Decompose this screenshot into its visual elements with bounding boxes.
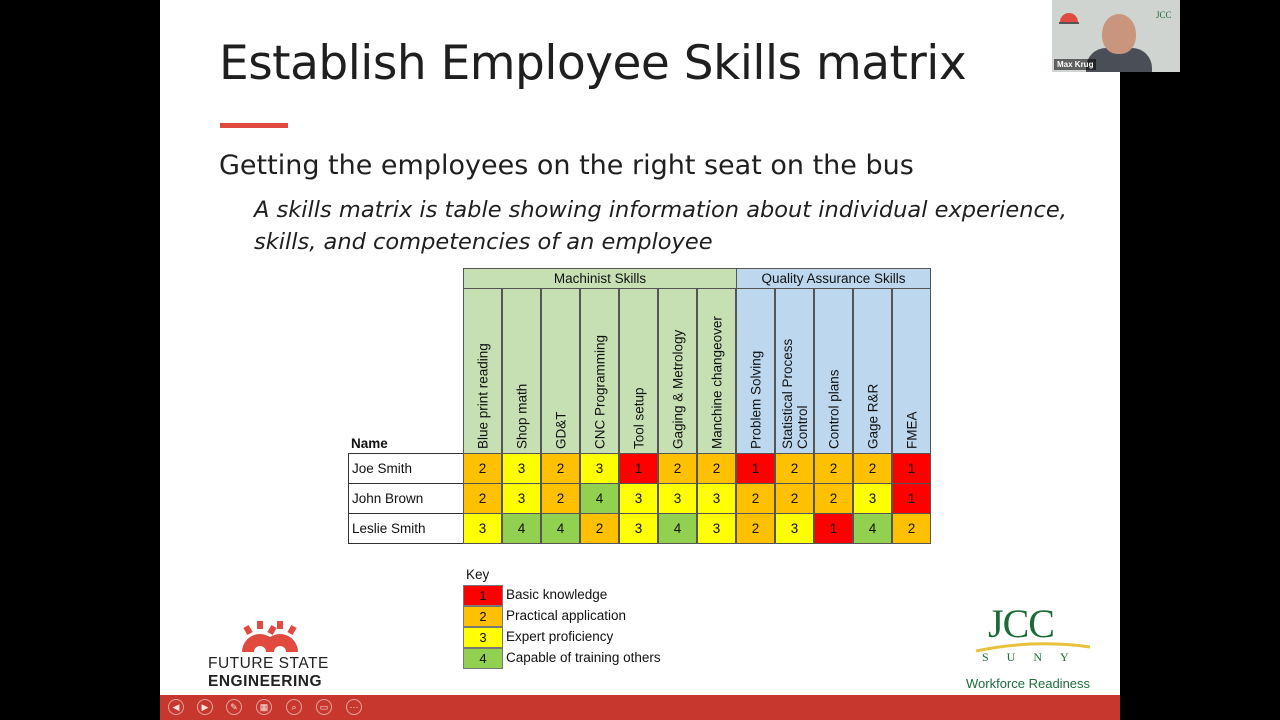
column-header-label: Blue print reading [475, 343, 490, 449]
skill-level-cell: 1 [814, 513, 853, 544]
key-label: Expert proficiency [506, 629, 614, 644]
jcc-suny-logo [960, 600, 1105, 695]
skill-level-cell: 3 [580, 453, 619, 484]
more-options-icon[interactable]: ⋯ [346, 699, 362, 715]
presentation-slide [160, 0, 1120, 720]
column-header [853, 288, 892, 454]
skill-level-cell: 2 [853, 453, 892, 484]
skill-level-cell: 2 [541, 483, 580, 514]
skill-level-cell: 1 [892, 483, 931, 514]
column-header-label: FMEA [904, 411, 919, 449]
skill-level-cell: 1 [736, 453, 775, 484]
key-swatch: 4 [463, 648, 503, 669]
skill-level-cell: 2 [463, 483, 502, 514]
key-label: Basic knowledge [506, 587, 608, 602]
column-header-label: CNC Programming [592, 334, 607, 449]
column-header [463, 288, 502, 454]
column-header [892, 288, 931, 454]
column-header-label: Problem Solving [748, 350, 763, 449]
skill-level-cell: 2 [814, 453, 853, 484]
skill-level-cell: 2 [775, 453, 814, 484]
participant-name-label: Max Krug [1054, 59, 1096, 70]
skill-level-cell: 2 [892, 513, 931, 544]
skill-level-cell: 3 [463, 513, 502, 544]
skill-level-cell: 1 [619, 453, 658, 484]
column-header [580, 288, 619, 454]
gear-icon [232, 618, 306, 654]
column-header-label: Gaging & Metrology [670, 329, 685, 449]
key-title: Key [466, 567, 490, 582]
skill-level-cell: 3 [775, 513, 814, 544]
key-swatch: 1 [463, 585, 503, 606]
skill-level-cell: 3 [697, 513, 736, 544]
skill-level-cell: 4 [502, 513, 541, 544]
skill-level-cell: 2 [736, 483, 775, 514]
skill-level-cell: 4 [580, 483, 619, 514]
skill-level-cell: 2 [775, 483, 814, 514]
key-row [463, 585, 723, 606]
skill-level-cell: 4 [853, 513, 892, 544]
jcc-logo-letters: JCC [988, 601, 1054, 646]
key-row [463, 606, 723, 627]
column-header [658, 288, 697, 454]
skill-level-cell: 2 [814, 483, 853, 514]
column-header-label: Manchine changeover [709, 316, 724, 449]
column-header-label: Tool setup [631, 387, 646, 449]
employee-name-cell: Leslie Smith [348, 513, 464, 544]
fse-logo-line1: FUTURE STATE [208, 655, 329, 672]
key-swatch: 3 [463, 627, 503, 648]
column-header [736, 288, 775, 454]
future-state-engineering-logo [206, 618, 331, 693]
skill-level-cell: 3 [853, 483, 892, 514]
column-header [814, 288, 853, 454]
subtitles-icon[interactable]: ▭ [316, 699, 332, 715]
skill-level-cell: 2 [736, 513, 775, 544]
key-row [463, 627, 723, 648]
quality-assurance-skills-header: Quality Assurance Skills [736, 268, 931, 289]
jcc-mini-logo: JCC [1156, 10, 1172, 20]
pen-icon[interactable]: ✎ [226, 699, 242, 715]
skill-level-cell: 2 [463, 453, 502, 484]
name-column-header: Name [351, 436, 388, 451]
column-header [775, 288, 814, 454]
employee-name-cell: John Brown [348, 483, 464, 514]
key-swatch: 2 [463, 606, 503, 627]
slide-title: Establish Employee Skills matrix [219, 36, 967, 91]
slide-description [254, 194, 1067, 258]
previous-slide-icon[interactable]: ◀ [168, 699, 184, 715]
key-label: Capable of training others [506, 650, 661, 665]
column-header-label: Shop math [514, 383, 529, 449]
skill-level-cell: 4 [658, 513, 697, 544]
column-header-label: Control plans [826, 369, 841, 449]
fse-mini-logo-icon [1056, 10, 1082, 24]
title-underline [220, 123, 288, 128]
key-row [463, 648, 723, 669]
key-label: Practical application [506, 608, 627, 623]
skill-level-cell: 2 [697, 453, 736, 484]
slide-subtitle: Getting the employees on the right seat on the bus [219, 150, 914, 181]
column-header [697, 288, 736, 454]
participant-video-thumbnail[interactable] [1052, 0, 1180, 72]
employee-name-cell: Joe Smith [348, 453, 464, 484]
skill-level-cell: 2 [580, 513, 619, 544]
column-header [502, 288, 541, 454]
column-header-label: GD&T [553, 411, 568, 449]
column-header-label: Gage R&R [865, 383, 880, 449]
skill-level-cell: 3 [697, 483, 736, 514]
skill-level-cell: 3 [658, 483, 697, 514]
skill-level-cell: 4 [541, 513, 580, 544]
skill-level-cell: 3 [502, 483, 541, 514]
skill-level-cell: 3 [619, 513, 658, 544]
slideshow-control-bar [160, 695, 1120, 720]
participant-head [1102, 14, 1136, 54]
skill-level-cell: 2 [658, 453, 697, 484]
fse-logo-line2: ENGINEERING [208, 673, 323, 690]
column-header-label: Statistical Process Control [779, 338, 810, 449]
slides-grid-icon[interactable]: ▦ [256, 699, 272, 715]
skill-level-cell: 3 [502, 453, 541, 484]
column-header [619, 288, 658, 454]
next-slide-icon[interactable]: ▶ [197, 699, 213, 715]
description-line-2: skills, and competencies of an employee [254, 229, 713, 255]
machinist-skills-header: Machinist Skills [463, 268, 737, 289]
skill-level-cell: 1 [892, 453, 931, 484]
column-header [541, 288, 580, 454]
zoom-icon[interactable]: ⌕ [286, 699, 302, 715]
jcc-logo-suny: SUNY [982, 650, 1087, 664]
description-line-1: A skills matrix is table showing information about individual experience, [254, 197, 1067, 223]
skill-level-cell: 3 [619, 483, 658, 514]
skill-level-cell: 2 [541, 453, 580, 484]
jcc-logo-tagline: Workforce Readiness [966, 676, 1091, 691]
